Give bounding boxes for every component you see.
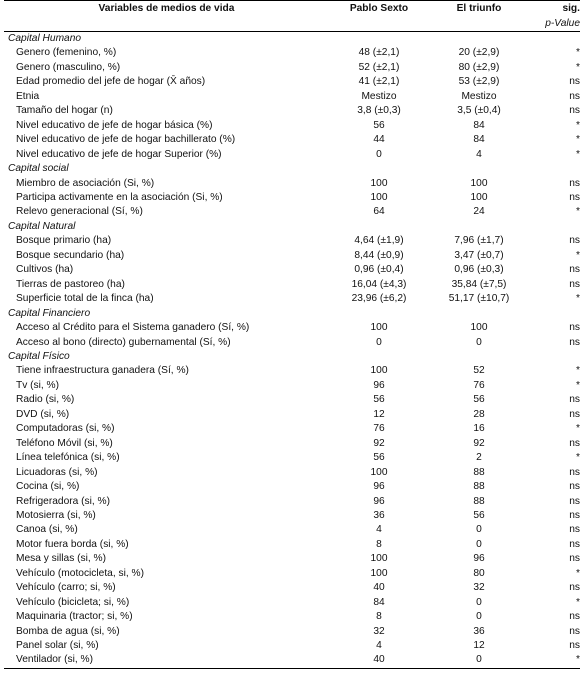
pablo-sexto-cell: 56 xyxy=(373,452,385,464)
table-row xyxy=(4,191,580,205)
pablo-sexto-cell: 40 xyxy=(329,653,429,668)
table-row xyxy=(4,133,580,147)
variable-cell: Relevo generacional (Sí, %) xyxy=(16,206,143,218)
variable-cell: Tierras de pastoreo (ha) xyxy=(16,278,125,290)
pablo-sexto-cell: 76 xyxy=(373,423,385,435)
pablo-sexto-cell: 0,96 (±0,4) xyxy=(354,264,404,276)
el-triunfo-cell: 4 xyxy=(476,148,482,160)
el-triunfo-cell: 53 (±2,9) xyxy=(458,76,500,88)
pablo-sexto-cell: 100 xyxy=(370,365,388,377)
el-triunfo-cell: 3,47 (±0,7) xyxy=(454,249,504,261)
pablo-sexto-cell: 96 xyxy=(373,379,385,391)
header-spacer xyxy=(329,17,429,32)
header-spacer xyxy=(4,17,329,32)
pablo-sexto-cell: 100 xyxy=(370,466,388,478)
pablo-sexto-cell: 4 xyxy=(376,524,382,536)
el-triunfo-cell: 56 xyxy=(473,394,485,406)
pablo-sexto-cell: 96 xyxy=(373,495,385,507)
table-row xyxy=(4,422,580,436)
el-triunfo-cell: 0 xyxy=(476,538,482,550)
livelihood-table-container xyxy=(4,0,580,669)
el-triunfo-cell: 20 (±2,9) xyxy=(458,47,500,59)
pablo-sexto-cell: 8,44 (±0,9) xyxy=(354,249,404,261)
significance-cell: ns xyxy=(569,466,580,478)
table-row xyxy=(4,104,580,118)
el-triunfo-cell: 0 xyxy=(476,336,482,348)
significance-cell: * xyxy=(576,365,580,377)
pablo-sexto-cell: 41 (±2,1) xyxy=(358,76,400,88)
significance-cell: ns xyxy=(569,235,580,247)
variable-cell: Bomba de agua (si, %) xyxy=(16,625,120,637)
pablo-sexto-cell: 64 xyxy=(373,206,385,218)
significance-cell: ns xyxy=(569,481,580,493)
pablo-sexto-cell: 56 xyxy=(373,394,385,406)
pablo-sexto-cell: Mestizo xyxy=(361,90,397,102)
el-triunfo-cell: 88 xyxy=(473,495,485,507)
el-triunfo-cell: 100 xyxy=(470,191,488,203)
significance-cell: ns xyxy=(569,437,580,449)
el-triunfo-cell: 96 xyxy=(473,553,485,565)
pablo-sexto-cell: 0 xyxy=(376,148,382,160)
header-variables: Variables de medios de vida xyxy=(4,1,329,18)
variable-cell: Participa activamente en la asociación (Si, %) xyxy=(16,191,223,203)
table-row xyxy=(4,552,580,566)
significance-cell: ns xyxy=(569,76,580,88)
table-row xyxy=(4,292,580,306)
table-row xyxy=(4,119,580,133)
pablo-sexto-cell: 4 xyxy=(376,640,382,652)
pablo-sexto-cell: 4,64 (±1,9) xyxy=(354,235,404,247)
table-row xyxy=(4,263,580,277)
variable-cell: Panel solar (si, %) xyxy=(16,640,99,652)
variable-cell: DVD (si, %) xyxy=(16,408,70,420)
variable-cell: Tamaño del hogar (n) xyxy=(16,105,113,117)
table-row xyxy=(4,90,580,104)
el-triunfo-cell: 80 xyxy=(473,567,485,579)
pablo-sexto-cell: 23,96 (±6,2) xyxy=(351,293,407,305)
el-triunfo-cell: 52 xyxy=(473,365,485,377)
section-title: Capital Natural xyxy=(8,220,76,232)
table-row xyxy=(4,480,580,494)
table-row xyxy=(4,610,580,624)
el-triunfo-cell: 32 xyxy=(473,582,485,594)
pablo-sexto-cell: 12 xyxy=(373,408,385,420)
el-triunfo-cell: 76 xyxy=(473,379,485,391)
table-row xyxy=(4,653,580,668)
variable-cell: Línea telefónica (si, %) xyxy=(16,452,120,464)
el-triunfo-cell: 84 xyxy=(473,119,485,131)
pablo-sexto-cell: 96 xyxy=(373,481,385,493)
variable-cell: Tv (si, %) xyxy=(16,379,60,391)
el-triunfo-cell: 100 xyxy=(470,322,488,334)
table-row xyxy=(4,46,580,60)
significance-cell: ns xyxy=(569,336,580,348)
significance-cell: * xyxy=(576,134,580,146)
significance-cell: * xyxy=(576,206,580,218)
section-row-capital-financiero xyxy=(4,307,580,321)
variable-cell: Acceso al bono (directo) gubernamental (Sí, %) xyxy=(16,336,231,348)
table-row xyxy=(4,393,580,407)
el-triunfo-cell: 88 xyxy=(473,466,485,478)
table-row xyxy=(4,451,580,465)
variable-cell: Canoa (si, %) xyxy=(16,524,78,536)
variable-cell: Tiene infraestructura ganadera (Sí, %) xyxy=(16,365,189,377)
table-row xyxy=(4,205,580,219)
significance-cell: * xyxy=(576,596,580,608)
table-row xyxy=(4,596,580,610)
variable-cell: Etnia xyxy=(16,90,40,102)
variable-cell: Motor fuera borda (si, %) xyxy=(16,538,129,550)
pablo-sexto-cell: 32 xyxy=(373,625,385,637)
table-row xyxy=(4,336,580,350)
variable-cell: Refrigeradora (si, %) xyxy=(16,495,110,507)
significance-cell: * xyxy=(576,148,580,160)
el-triunfo-cell: 0 xyxy=(476,596,482,608)
significance-cell: * xyxy=(529,653,580,668)
significance-cell: * xyxy=(576,452,580,464)
variable-cell: Licuadoras (si, %) xyxy=(16,466,98,478)
el-triunfo-cell: 100 xyxy=(470,177,488,189)
el-triunfo-cell: Mestizo xyxy=(461,90,497,102)
significance-cell: * xyxy=(576,119,580,131)
table-row xyxy=(4,249,580,263)
section-title: Capital Humano xyxy=(8,33,82,44)
el-triunfo-cell: 2 xyxy=(476,452,482,464)
significance-cell: ns xyxy=(569,524,580,536)
el-triunfo-cell: 35,84 (±7,5) xyxy=(451,278,507,290)
significance-cell: ns xyxy=(569,640,580,652)
table-row xyxy=(4,75,580,89)
table-row xyxy=(4,567,580,581)
table-row xyxy=(4,61,580,75)
significance-cell: * xyxy=(576,423,580,435)
table-row xyxy=(4,625,580,639)
variable-cell: Teléfono Móvil (si, %) xyxy=(16,437,113,449)
el-triunfo-cell: 56 xyxy=(473,509,485,521)
table-row xyxy=(4,379,580,393)
el-triunfo-cell: 51,17 (±10,7) xyxy=(448,293,510,305)
el-triunfo-cell: 80 (±2,9) xyxy=(458,61,500,73)
table-row xyxy=(4,639,580,653)
header-el-triunfo: El triunfo xyxy=(429,1,529,18)
variable-cell: Cocina (si, %) xyxy=(16,481,80,493)
el-triunfo-cell: 92 xyxy=(473,437,485,449)
el-triunfo-cell: 7,96 (±1,7) xyxy=(454,235,504,247)
significance-cell: ns xyxy=(569,278,580,290)
el-triunfo-cell: 12 xyxy=(473,640,485,652)
el-triunfo-cell: 3,5 (±0,4) xyxy=(457,105,501,117)
variable-cell: Vehículo (bicicleta; si, %) xyxy=(16,596,130,608)
pablo-sexto-cell: 0 xyxy=(376,336,382,348)
variable-cell: Computadoras (si, %) xyxy=(16,423,115,435)
variable-cell: Edad promedio del jefe de hogar (X̄ años) xyxy=(16,76,206,88)
variable-cell: Miembro de asociación (Si, %) xyxy=(16,177,155,189)
table-row xyxy=(4,523,580,537)
pablo-sexto-cell: 52 (±2,1) xyxy=(358,61,400,73)
variable-cell: Radio (si, %) xyxy=(16,394,75,406)
significance-cell: ns xyxy=(569,611,580,623)
table-row xyxy=(4,234,580,248)
variable-cell: Nivel educativo de jefe de hogar bachillerato (%) xyxy=(16,134,236,146)
el-triunfo-cell: 16 xyxy=(473,423,485,435)
section-row-capital-fisico xyxy=(4,350,580,364)
pablo-sexto-cell: 44 xyxy=(373,134,385,146)
table-row xyxy=(4,538,580,552)
significance-cell: * xyxy=(576,379,580,391)
variable-cell: Maquinaria (tractor; si, %) xyxy=(16,611,133,623)
significance-cell: ns xyxy=(569,191,580,203)
variable-cell: Ventilador (si, %) xyxy=(4,653,329,668)
table-row xyxy=(4,466,580,480)
pablo-sexto-cell: 56 xyxy=(373,119,385,131)
pablo-sexto-cell: 8 xyxy=(376,611,382,623)
el-triunfo-cell: 0 xyxy=(476,524,482,536)
table-row xyxy=(4,148,580,162)
significance-cell: * xyxy=(576,47,580,59)
variable-cell: Superficie total de la finca (ha) xyxy=(16,293,154,305)
variable-cell: Motosierra (si, %) xyxy=(16,509,96,521)
significance-cell: ns xyxy=(569,264,580,276)
section-title: Capital Financiero xyxy=(8,307,91,319)
table-row xyxy=(4,437,580,451)
variable-cell: Bosque secundario (ha) xyxy=(16,249,125,261)
significance-cell: ns xyxy=(569,553,580,565)
significance-cell: ns xyxy=(569,177,580,189)
significance-cell: ns xyxy=(569,509,580,521)
significance-cell: ns xyxy=(569,538,580,550)
el-triunfo-cell: 88 xyxy=(473,481,485,493)
variable-cell: Acceso al Crédito para el Sistema ganadero (Sí, %) xyxy=(16,322,250,334)
table-row xyxy=(4,408,580,422)
significance-cell: * xyxy=(576,567,580,579)
variable-cell: Cultivos (ha) xyxy=(16,264,74,276)
table-header xyxy=(4,1,580,32)
significance-cell: ns xyxy=(569,495,580,507)
section-title: Capital Físico xyxy=(8,350,70,362)
header-pablo-sexto: Pablo Sexto xyxy=(329,1,429,18)
section-title: Capital social xyxy=(8,163,69,175)
el-triunfo-cell: 28 xyxy=(473,408,485,420)
variable-cell: Vehículo (motocicleta, si, %) xyxy=(16,567,144,579)
pablo-sexto-cell: 100 xyxy=(370,553,388,565)
table-row xyxy=(4,278,580,292)
table-row xyxy=(4,321,580,335)
pablo-sexto-cell: 92 xyxy=(373,437,385,449)
significance-cell: ns xyxy=(569,322,580,334)
pablo-sexto-cell: 100 xyxy=(370,177,388,189)
significance-cell: ns xyxy=(569,408,580,420)
significance-cell: ns xyxy=(569,90,580,102)
el-triunfo-cell: 84 xyxy=(473,134,485,146)
pablo-sexto-cell: 3,8 (±0,3) xyxy=(357,105,401,117)
el-triunfo-cell: 36 xyxy=(473,625,485,637)
pablo-sexto-cell: 16,04 (±4,3) xyxy=(351,278,407,290)
variable-cell: Nivel educativo de jefe de hogar básica (%) xyxy=(16,119,213,131)
significance-cell: ns xyxy=(569,394,580,406)
significance-cell: * xyxy=(576,249,580,261)
el-triunfo-cell: 0,96 (±0,3) xyxy=(454,264,504,276)
section-row-capital-social xyxy=(4,162,580,176)
livelihood-variables-table xyxy=(4,0,580,669)
pablo-sexto-cell: 40 xyxy=(373,582,385,594)
variable-cell: Genero (femenino, %) xyxy=(16,47,117,59)
variable-cell: Nivel educativo de jefe de hogar Superior (%) xyxy=(16,148,222,160)
pablo-sexto-cell: 48 (±2,1) xyxy=(358,47,400,59)
el-triunfo-cell: 24 xyxy=(473,206,485,218)
significance-cell: ns xyxy=(569,105,580,117)
significance-cell: * xyxy=(576,61,580,73)
variable-cell: Bosque primario (ha) xyxy=(16,235,112,247)
section-row-capital-humano xyxy=(4,32,580,47)
table-body xyxy=(4,32,580,669)
table-row xyxy=(4,364,580,378)
el-triunfo-cell: 0 xyxy=(476,611,482,623)
header-spacer xyxy=(429,17,529,32)
significance-cell: ns xyxy=(569,582,580,594)
pablo-sexto-cell: 8 xyxy=(376,538,382,550)
significance-cell: * xyxy=(576,293,580,305)
table-row xyxy=(4,581,580,595)
pablo-sexto-cell: 100 xyxy=(370,567,388,579)
pablo-sexto-cell: 84 xyxy=(373,596,385,608)
table-row xyxy=(4,177,580,191)
el-triunfo-cell: 0 xyxy=(429,653,529,668)
header-significance: sig. xyxy=(529,1,580,18)
table-row xyxy=(4,495,580,509)
variable-cell: Mesa y sillas (si, %) xyxy=(16,553,107,565)
pablo-sexto-cell: 100 xyxy=(370,322,388,334)
variable-cell: Genero (masculino, %) xyxy=(16,61,121,73)
variable-cell: Vehículo (carro; si, %) xyxy=(16,582,116,594)
significance-cell: ns xyxy=(569,625,580,637)
pablo-sexto-cell: 100 xyxy=(370,191,388,203)
table-row xyxy=(4,509,580,523)
header-p-value: p-Value xyxy=(529,17,580,32)
section-row-capital-natural xyxy=(4,220,580,234)
pablo-sexto-cell: 36 xyxy=(373,509,385,521)
